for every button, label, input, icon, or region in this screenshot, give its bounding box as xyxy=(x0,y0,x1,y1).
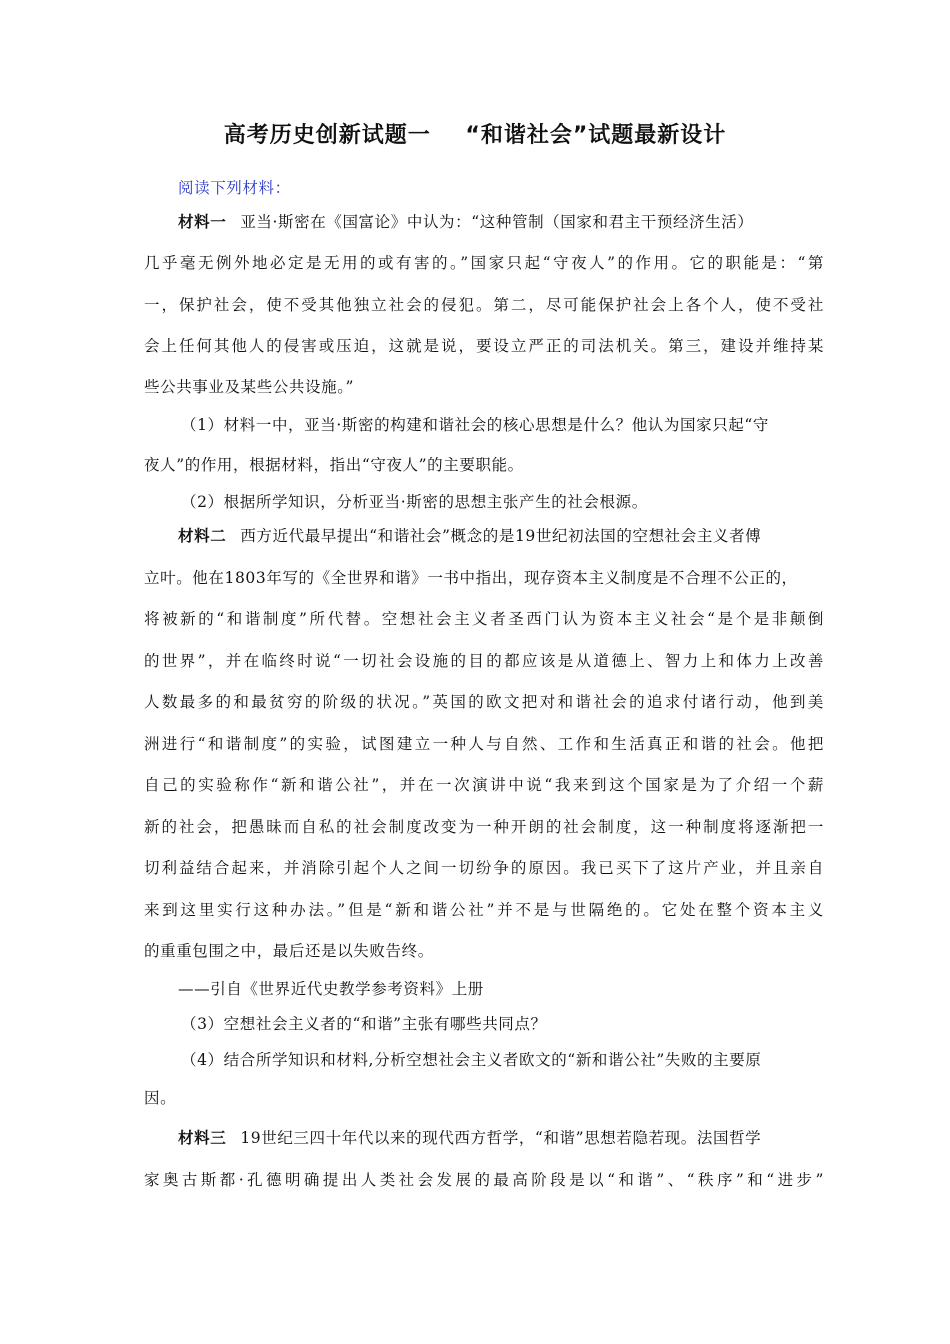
material2-line: 西方近代最早提出“和谐社会”概念的是19世纪初法国的空想社会主义者傅 xyxy=(240,527,762,545)
material2-line: 来到这里实行这种办法。”但是“新和谐公社”并不是与世隔绝的。它处在整个资本主义 xyxy=(144,901,824,919)
material2-line: 切利益结合起来，并消除引起个人之间一切纷争的原因。我已买下了这片产业，并且亲自 xyxy=(144,859,824,877)
material1-line: 些公共事业及某些公共设施。” xyxy=(144,378,355,396)
page-title: 高考历史创新试题一 “和谐社会”试题最新设计 xyxy=(223,123,727,148)
material2-line: 自己的实验称作“新和谐公社”，并在一次演讲中说“我来到这个国家是为了介绍一个薪 xyxy=(144,776,824,794)
material2-line: 人数最多的和最贫穷的阶级的状况。”英国的欧文把对和谐社会的追求付诸行动，他到美 xyxy=(144,693,824,711)
intro-text: 阅读下列材料： xyxy=(178,179,291,197)
material1-line: 几乎毫无例外地必定是无用的或有害的。”国家只起“守夜人”的作用。它的职能是：“第 xyxy=(144,254,824,272)
material2-line: 立叶。他在1803年写的《全世界和谐》一书中指出，现存资本主义制度是不合理不公正的， xyxy=(144,569,798,587)
question-1-cont: 夜人”的作用，根据材料，指出“守夜人”的主要职能。 xyxy=(144,456,524,474)
material1-line: 会上任何其他人的侵害或压迫，这就是说，要设立严正的司法机关。第三，建设并维持某 xyxy=(144,337,824,355)
material2-line: 洲进行“和谐制度”的实验，试图建立一种人与自然、工作和生活真正和谐的社会。他把 xyxy=(144,735,824,753)
question-4-cont: 因。 xyxy=(144,1089,177,1107)
question-3: （3）空想社会主义者的“和谐”主张有哪些共同点？ xyxy=(181,1015,547,1033)
material3-first-line xyxy=(178,1126,858,1150)
material2-line: 的世界”，并在临终时说“一切社会设施的目的都应该是从道德上、智力上和体力上改善 xyxy=(144,652,824,670)
question-2: （2）根据所学知识，分析亚当·斯密的思想主张产生的社会根源。 xyxy=(181,493,648,511)
material3-label: 材料三 xyxy=(178,1129,227,1147)
material2-source: ——引自《世界近代史教学参考资料》上册 xyxy=(178,980,484,998)
material1-line: 一，保护社会，使不受其他独立社会的侵犯。第二，尽可能保护社会上各个人，使不受社 xyxy=(144,296,824,314)
material3-line: 家奥古斯都·孔德明确提出人类社会发展的最高阶段是以“和谐”、“秩序”和“进步” xyxy=(144,1171,824,1189)
material2-line: 将被新的“和谐制度”所代替。空想社会主义者圣西门认为资本主义社会“是个是非颠倒 xyxy=(144,610,824,628)
material3-line: 19世纪三四十年代以来的现代西方哲学，“和谐”思想若隐若现。法国哲学 xyxy=(240,1129,762,1147)
material2-label: 材料二 xyxy=(178,527,227,545)
question-4: （4）结合所学知识和材料,分析空想社会主义者欧文的“新和谐公社”失败的主要原 xyxy=(181,1051,762,1069)
material1-label: 材料一 xyxy=(178,213,227,231)
material2-first-line xyxy=(178,524,858,548)
material1-first-line xyxy=(178,210,858,234)
material1-line: 亚当·斯密在《国富论》中认为：“这种管制（国家和君主干预经济生活） xyxy=(240,213,754,231)
material2-line: 的重重包围之中，最后还是以失败告终。 xyxy=(144,942,434,960)
material2-line: 新的社会，把愚昧而自私的社会制度改变为一种开朗的社会制度，这一种制度将逐渐把一 xyxy=(144,818,824,836)
question-1: （1）材料一中，亚当·斯密的构建和谐社会的核心思想是什么？他认为国家只起“守 xyxy=(181,416,770,434)
